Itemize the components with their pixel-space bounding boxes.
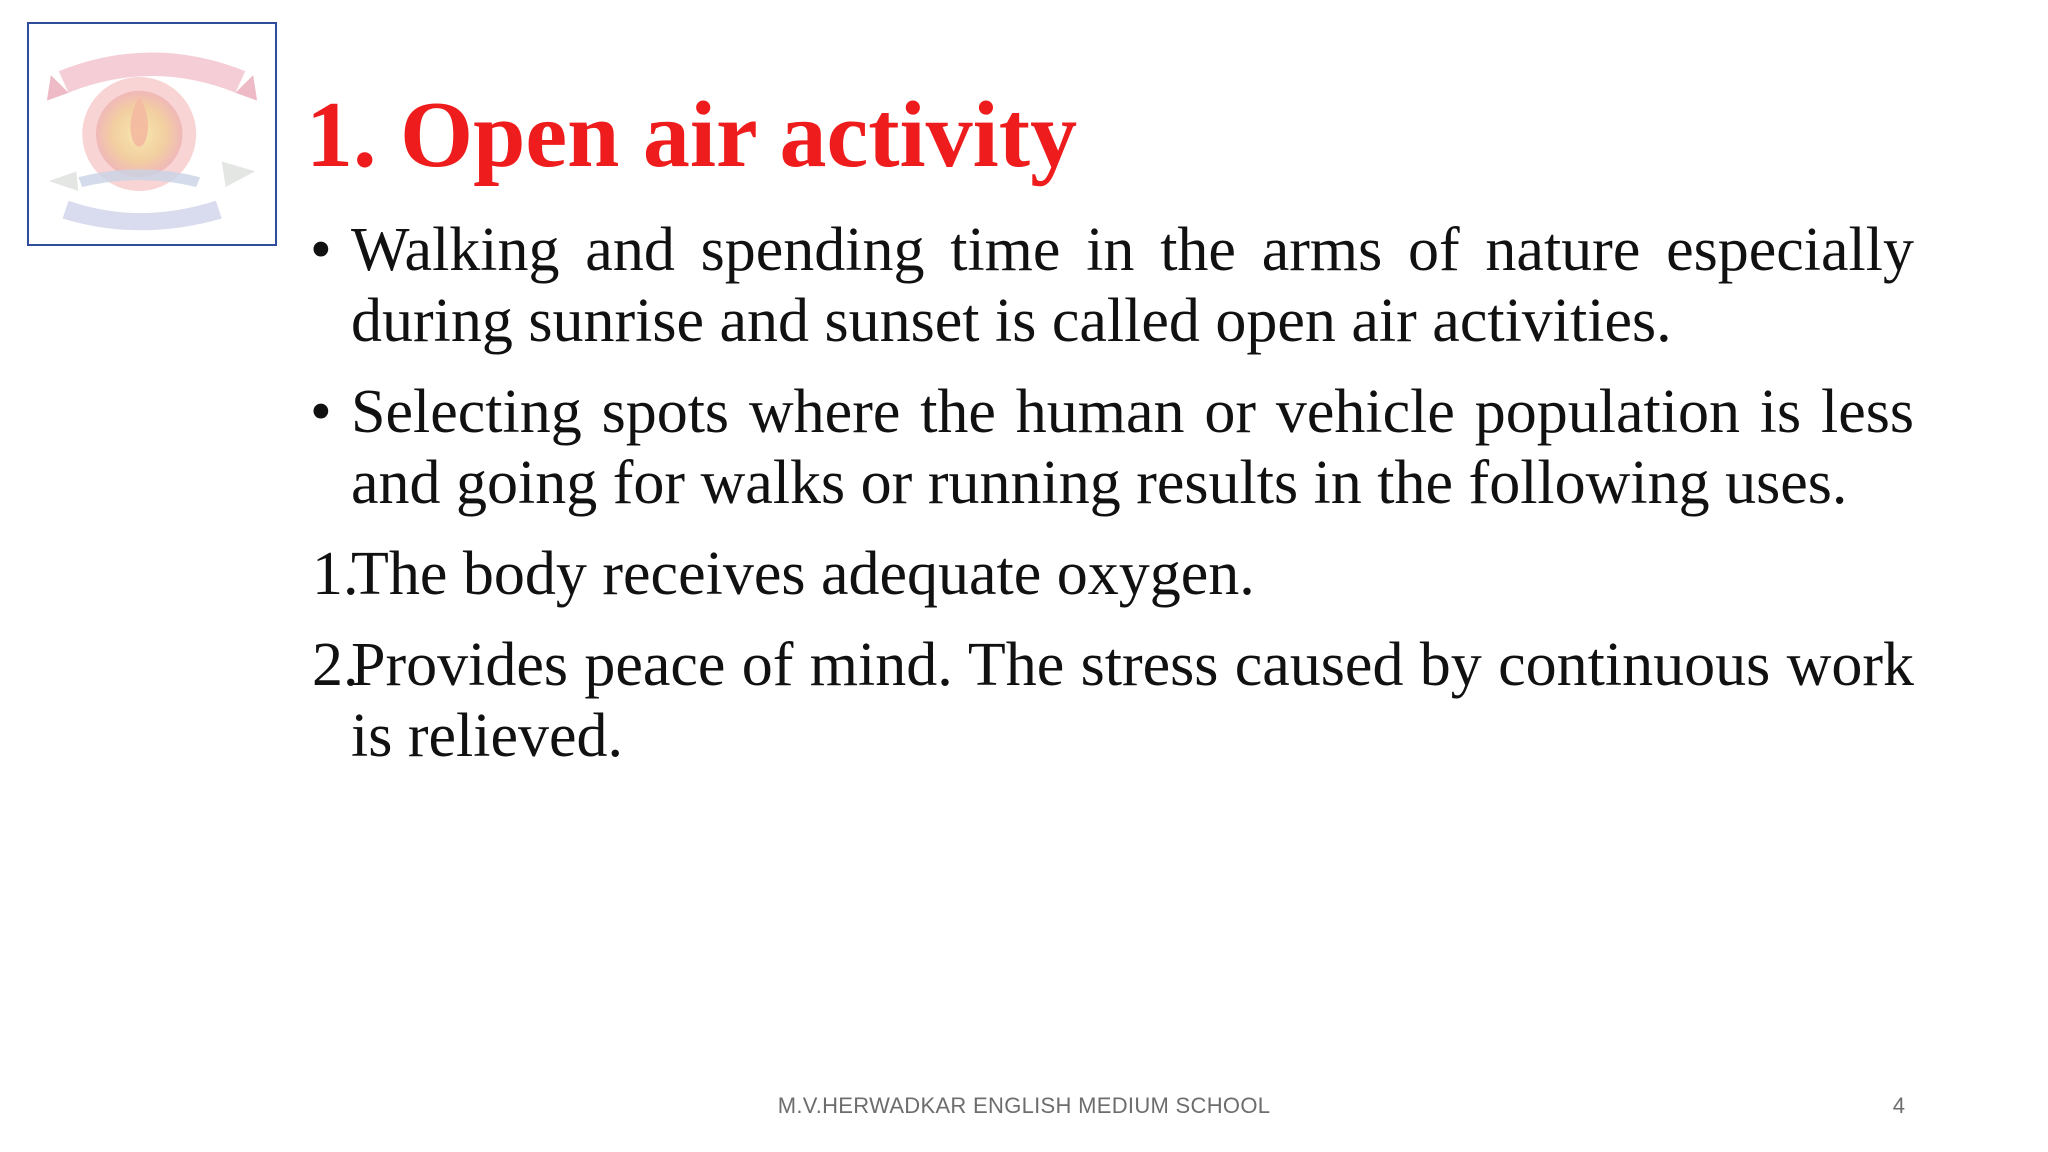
school-emblem-logo: [27, 22, 277, 246]
bullet-item: [306, 215, 1914, 357]
number-marker: 2.: [312, 631, 359, 699]
numbered-text: Provides peace of mind. The stress caused by continuous work is relieved.: [351, 631, 1914, 770]
bullet-item: [306, 377, 1914, 519]
page-number: 4: [1892, 1093, 1905, 1118]
numbered-item: [306, 539, 1914, 610]
numbered-text: The body receives adequate oxygen.: [351, 540, 1255, 608]
bullet-text: Selecting spots where the human or vehicle population is less and going for walks or running results in the following uses.: [351, 378, 1914, 517]
bullet-marker: •: [310, 378, 332, 446]
emblem-icon: [29, 24, 275, 244]
slide-title: 1. Open air activity: [306, 83, 1078, 187]
bullet-text: Walking and spending time in the arms of nature especially during sunrise and sunset is called open air activities.: [351, 216, 1914, 355]
number-marker: 1.: [312, 540, 359, 608]
slide-footer: M.V.HERWADKAR ENGLISH MEDIUM SCHOOL: [777, 1093, 1271, 1118]
slide-body: [306, 215, 1914, 792]
bullet-marker: •: [310, 216, 332, 284]
numbered-item: [306, 630, 1914, 772]
